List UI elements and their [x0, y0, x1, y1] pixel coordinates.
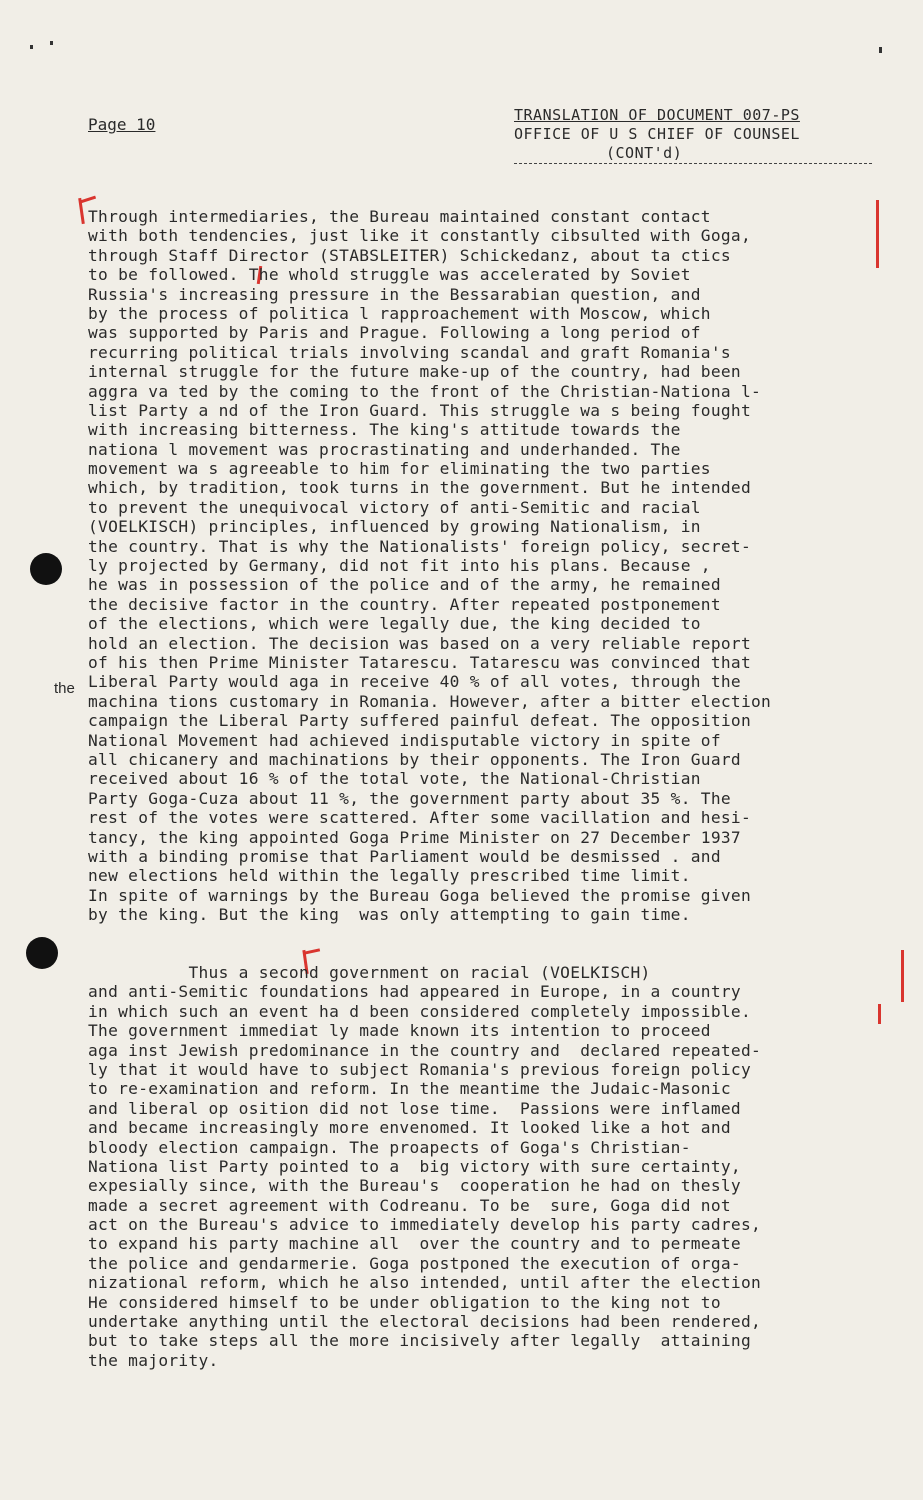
- paper-speck: [30, 45, 33, 49]
- text-line: of the elections, which were legally due, the king decided to: [88, 614, 701, 634]
- text-line: aggra va ted by the coming to the front of the Christian-Nationa l-: [88, 381, 762, 401]
- text-line: all chicanery and machinations by their opponents. The Iron Guard: [88, 749, 741, 769]
- text-line: to prevent the unequivocal victory of anti-Semitic and racial: [88, 497, 701, 517]
- text-line: nationa l movement was procrastinating and underhanded. The: [88, 439, 681, 459]
- text-line: In spite of warnings by the Bureau Goga believed the promise given: [88, 885, 752, 905]
- red-bracket-mark: [304, 948, 320, 954]
- paragraph-1: [88, 207, 878, 924]
- text-line: and anti-Semitic foundations had appeared in Europe, in a country: [88, 982, 741, 1002]
- text-line: He considered himself to be under obligation to the king not to: [88, 1292, 721, 1312]
- text-line: Through intermediaries, the Bureau maintained constant contact: [88, 207, 711, 226]
- document-header: [514, 106, 874, 164]
- text-line: Thus a second government on racial (VOELKISCH): [88, 963, 651, 982]
- text-line: he was in possession of the police and of the army, he remained: [88, 575, 721, 595]
- text-line: (VOELKISCH) principles, influenced by growing Nationalism, in: [88, 517, 701, 537]
- text-line: to be followed. The whold struggle was accelerated by Soviet: [88, 265, 691, 285]
- page-number: Page 10: [88, 115, 156, 134]
- text-line: and became increasingly more envenomed. It looked like a hot and: [88, 1118, 731, 1138]
- text-line: Liberal Party would aga in receive 40 % of all votes, through the: [88, 672, 741, 692]
- text-line: of his then Prime Minister Tatarescu. Tatarescu was convinced that: [88, 652, 752, 672]
- text-line: and liberal op osition did not lose time. Passions were inflamed: [88, 1098, 741, 1118]
- text-line: but to take steps all the more incisively after legally attaining: [88, 1331, 752, 1351]
- text-line: ly that it would have to subject Romania's previous foreign policy: [88, 1059, 752, 1079]
- text-line: recurring political trials involving scandal and graft Romania's: [88, 342, 731, 362]
- text-line: new elections held within the legally prescribed time limit.: [88, 866, 691, 886]
- text-line: through Staff Director (STABSLEITER) Schickedanz, about ta ctics: [88, 245, 731, 265]
- text-line: machina tions customary in Romania. However, after a bitter election: [88, 691, 772, 711]
- red-bracket-mark: [80, 196, 96, 204]
- paper-speck: [50, 41, 53, 45]
- text-line: the country. That is why the Nationalists' foreign policy, secret-: [88, 536, 752, 556]
- text-line: the police and gendarmerie. Goga postponed the execution of orga-: [88, 1253, 741, 1273]
- text-line: act on the Bureau's advice to immediately develop his party cadres,: [88, 1215, 762, 1235]
- text-line: hold an election. The decision was based on a very reliable report: [88, 633, 752, 653]
- paragraph-2: [88, 963, 878, 1370]
- text-line: was supported by Paris and Prague. Following a long period of: [88, 323, 701, 343]
- text-line: with both tendencies, just like it constantly cibsulted with Goga,: [88, 226, 752, 246]
- text-line: the decisive factor in the country. After repeated postponement: [88, 594, 721, 614]
- punch-hole: [30, 553, 62, 585]
- text-line: to expand his party machine all over the country and to permeate: [88, 1234, 741, 1254]
- text-line: to re-examination and reform. In the meantime the Judaic-Masonic: [88, 1079, 731, 1099]
- text-line: expesially since, with the Bureau's cooperation he had on thesly: [88, 1176, 741, 1196]
- text-line: bloody election campaign. The proapects of Goga's Christian-: [88, 1137, 691, 1157]
- text-line: in which such an event ha d been considered completely impossible.: [88, 1001, 752, 1021]
- paper-speck: [879, 47, 882, 53]
- text-line: list Party a nd of the Iron Guard. This struggle wa s being fought: [88, 400, 752, 420]
- text-line: tancy, the king appointed Goga Prime Minister on 27 December 1937: [88, 827, 741, 847]
- text-line: internal struggle for the future make-up of the country, had been: [88, 362, 741, 382]
- red-bracket-mark: [901, 950, 904, 1002]
- text-line: Nationa list Party pointed to a big victory with sure certainty,: [88, 1156, 741, 1176]
- text-line: Russia's increasing pressure in the Bessarabian question, and: [88, 284, 701, 304]
- text-line: campaign the Liberal Party suffered painful defeat. The opposition: [88, 711, 752, 731]
- punch-hole: [26, 937, 58, 969]
- text-line: by the process of politica l rapproachement with Moscow, which: [88, 303, 711, 323]
- text-line: National Movement had achieved indisputable victory in spite of: [88, 730, 721, 750]
- text-line: the majority.: [88, 1350, 219, 1370]
- header-office: OFFICE OF U S CHIEF OF COUNSEL: [514, 125, 800, 143]
- text-line: with a binding promise that Parliament would be desmissed . and: [88, 846, 721, 866]
- text-line: made a secret agreement with Codreanu. To be sure, Goga did not: [88, 1195, 731, 1215]
- text-line: rest of the votes were scattered. After some vacillation and hesi-: [88, 808, 752, 828]
- text-line: undertake anything until the electoral decisions had been rendered,: [88, 1312, 762, 1332]
- text-line: received about 16 % of the total vote, the National-Christian: [88, 769, 701, 789]
- text-line: movement wa s agreeable to him for eliminating the two parties: [88, 459, 711, 479]
- text-line: by the king. But the king was only attempting to gain time.: [88, 905, 691, 925]
- text-line: nizational reform, which he also intended, until after the election: [88, 1273, 762, 1293]
- text-line: with increasing bitterness. The king's attitude towards the: [88, 420, 681, 440]
- header-continued: (CONT'd): [514, 144, 872, 164]
- text-line: aga inst Jewish predominance in the country and declared repeated-: [88, 1040, 762, 1060]
- red-bracket-mark: [878, 1004, 881, 1024]
- text-line: The government immediat ly made known its intention to proceed: [88, 1021, 711, 1041]
- text-line: ly projected by Germany, did not fit into his plans. Because ,: [88, 556, 711, 576]
- text-line: which, by tradition, took turns in the government. But he intended: [88, 478, 752, 498]
- margin-annotation: the: [54, 680, 75, 697]
- text-line: Party Goga-Cuza about 11 %, the government party about 35 %. The: [88, 788, 731, 808]
- header-title: TRANSLATION OF DOCUMENT 007-PS: [514, 106, 800, 124]
